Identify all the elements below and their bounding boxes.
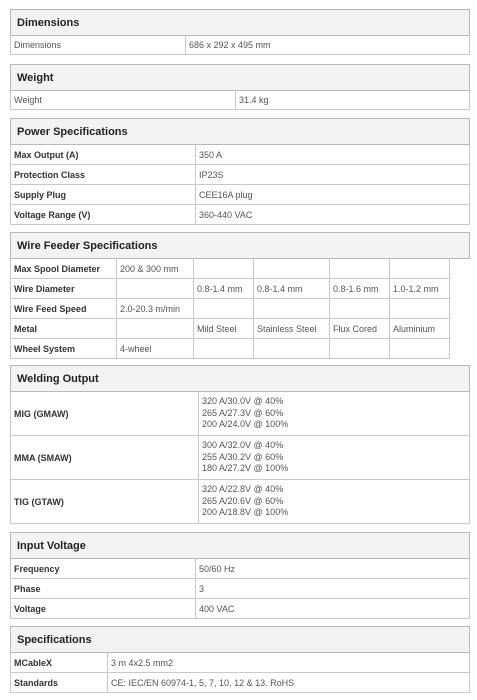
welding-output-values [199, 480, 470, 524]
output-line: 180 A/27.2V @ 100% [202, 463, 289, 474]
output-line: 255 A/30.2V @ 60% [202, 451, 284, 462]
empty-cell [117, 279, 194, 299]
empty-cell [390, 299, 450, 319]
spec-value: Aluminium [390, 319, 450, 339]
spec-value: 350 A [196, 145, 470, 165]
empty-cell [450, 279, 470, 299]
dimensions-label: Dimensions [11, 36, 186, 55]
empty-cell [390, 339, 450, 359]
empty-cell [390, 259, 450, 279]
output-line: 265 A/20.6V @ 60% [202, 495, 284, 506]
section-title-power: Power Specifications [11, 119, 470, 145]
spec-value: 3 [196, 579, 470, 599]
spec-label: Frequency [11, 559, 196, 579]
spec-label: Max Spool Diameter [11, 259, 117, 279]
spec-value: 400 VAC [196, 599, 470, 619]
spec-value: 3 m 4x2.5 mm2 [108, 653, 470, 673]
spec-label: Protection Class [11, 165, 196, 185]
spec-label: Phase [11, 579, 196, 599]
empty-cell [450, 259, 470, 279]
welding-process-label: MMA (SMAW) [11, 436, 199, 480]
welding-output-values [199, 436, 470, 480]
spec-value: 2.0-20.3 m/min [117, 299, 194, 319]
output-line: 265 A/27.3V @ 60% [202, 407, 284, 418]
section-title-input-voltage: Input Voltage [11, 533, 470, 559]
welding-process-label: TIG (GTAW) [11, 480, 199, 524]
spec-label: Wire Feed Speed [11, 299, 117, 319]
spec-label: Metal [11, 319, 117, 339]
specifications-table [10, 626, 470, 693]
spec-label: Wheel System [11, 339, 117, 359]
spec-value: 200 & 300 mm [117, 259, 194, 279]
spec-value: Flux Cored [330, 319, 390, 339]
spec-label: MCableX [11, 653, 108, 673]
welding-process-label: MIG (GMAW) [11, 392, 199, 436]
spec-value: CEE16A plug [196, 185, 470, 205]
spec-label: Max Output (A) [11, 145, 196, 165]
weight-label: Weight [11, 91, 236, 110]
output-line: 200 A/24.0V @ 100% [202, 419, 289, 430]
spec-label: Voltage [11, 599, 196, 619]
section-title-weight: Weight [11, 65, 470, 91]
spec-value: 0.8-1.4 mm [254, 279, 330, 299]
spec-value: 360-440 VAC [196, 205, 470, 225]
section-title-dimensions: Dimensions [11, 10, 470, 36]
power-specifications-table [10, 118, 470, 225]
spec-value: Mild Steel [194, 319, 254, 339]
spec-value: 0.8-1.4 mm [194, 279, 254, 299]
spec-value: 50/60 Hz [196, 559, 470, 579]
spec-label: Wire Diameter [11, 279, 117, 299]
wire-feeder-table [10, 232, 470, 359]
dimensions-value: 686 x 292 x 495 mm [186, 36, 470, 55]
spec-value: CE: IEC/EN 60974-1, 5, 7, 10, 12 & 13. RoHS [108, 673, 470, 693]
empty-cell [194, 259, 254, 279]
spec-label: Standards [11, 673, 108, 693]
weight-table [10, 64, 470, 110]
output-line: 300 A/32.0V @ 40% [202, 440, 284, 451]
spec-value: IP23S [196, 165, 470, 185]
empty-cell [117, 319, 194, 339]
section-title-welding-output: Welding Output [11, 366, 470, 392]
section-title-specifications: Specifications [11, 627, 470, 653]
empty-cell [254, 299, 330, 319]
empty-cell [254, 339, 330, 359]
output-line: 200 A/18.8V @ 100% [202, 507, 289, 518]
dimensions-table [10, 9, 470, 55]
section-title-wire-feeder: Wire Feeder Specifications [11, 233, 470, 259]
output-line: 320 A/22.8V @ 40% [202, 484, 284, 495]
spec-value: 4-wheel [117, 339, 194, 359]
spec-value: 0.8-1.6 mm [330, 279, 390, 299]
output-line: 320 A/30.0V @ 40% [202, 396, 284, 407]
spec-value: 1.0-1.2 mm [390, 279, 450, 299]
input-voltage-table [10, 532, 470, 619]
welding-output-table [10, 365, 470, 524]
empty-cell [254, 259, 330, 279]
spec-label: Voltage Range (V) [11, 205, 196, 225]
empty-cell [450, 339, 470, 359]
spec-label: Supply Plug [11, 185, 196, 205]
empty-cell [330, 339, 390, 359]
empty-cell [330, 299, 390, 319]
empty-cell [330, 259, 390, 279]
spec-value: Stainless Steel [254, 319, 330, 339]
weight-value: 31.4 kg [236, 91, 470, 110]
welding-output-values [199, 392, 470, 436]
empty-cell [194, 299, 254, 319]
empty-cell [194, 339, 254, 359]
empty-cell [450, 299, 470, 319]
empty-cell [450, 319, 470, 339]
